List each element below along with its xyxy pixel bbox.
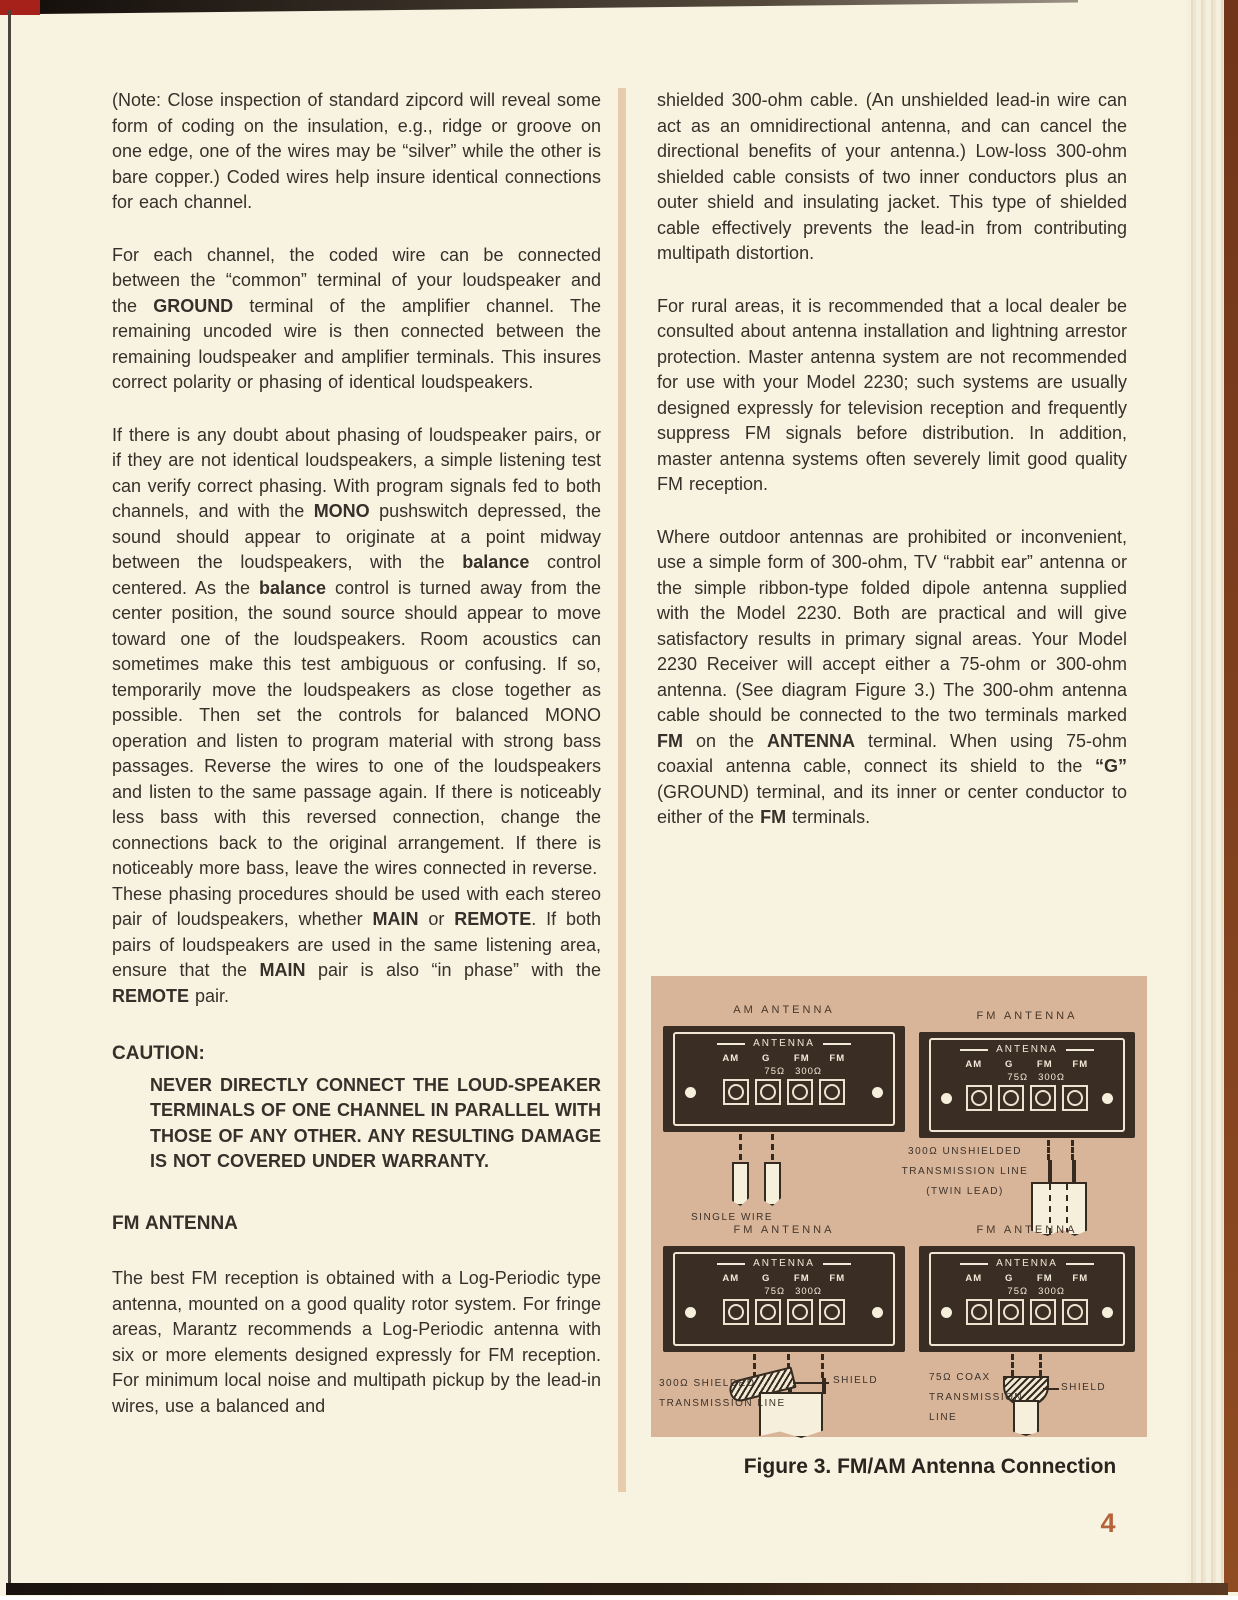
right-page-edges — [1186, 0, 1226, 1592]
shield-leader-line — [1043, 1388, 1059, 1390]
column-divider — [618, 88, 626, 1492]
figure-caption: Figure 3. FM/AM Antenna Connection — [743, 1455, 1117, 1478]
caution-body: NEVER DIRECTLY CONNECT THE LOUD-SPEAKER TERMINALS OF ONE CHANNEL IN PARALLEL WITH THOSE OF ANY OTHER. ANY RESULTING DAMAGE IS NOT COVERED UNDER WARRANTY. — [150, 1074, 601, 1171]
paragraph-phasing-procedures: These phasing procedures should be used with each stereo pair of loudspeakers, whether MAIN or REMOTE. If both pairs of loudspeakers are used in the same listening area, ensure that the MAIN pair is also “in phase” with the REMOTE pair. — [112, 883, 601, 1006]
lead-wire — [1072, 1160, 1076, 1184]
fm-antenna-heading: FM ANTENNA — [112, 1212, 238, 1234]
lead-wire — [1048, 1160, 1052, 1184]
terminal-squares — [966, 1085, 1088, 1111]
paragraph-note-zipcord: (Note: Close inspection of standard zipcord will reveal some form of coding on the insulation, e.g., ridge or groove on one edge, one of the wires may be “silver” while the other is bare copper.) Coded wires help insure identical connections for each channel. — [112, 90, 601, 212]
single-wire — [764, 1162, 781, 1206]
paragraph-fm-reception: The best FM reception is obtained with a Log-Periodic type antenna, mounted on a good quality rotor system. For fringe areas, Marantz recommends a Log-Periodic antenna with six or more elements designed expressly for FM reception. For minimum local noise and multipath pickup by the lead-in wires, use a balanced and — [112, 1268, 601, 1416]
wire-dash — [1071, 1140, 1074, 1160]
terminal-squares — [723, 1299, 845, 1325]
right-spine-edge — [1224, 0, 1238, 1592]
impedance-labels: 75Ω 300Ω — [1007, 1072, 1066, 1083]
twin-lead-label: 300Ω UNSHIELDED TRANSMISSION LINE (TWIN LEAD) — [901, 1146, 1029, 1197]
page-number: 4 — [1100, 1508, 1116, 1538]
antenna-strip-label: ANTENNA — [663, 1258, 905, 1269]
wire-dash — [1047, 1140, 1050, 1160]
panel-title-fm: FM ANTENNA — [976, 1224, 1078, 1236]
impedance-labels: 75Ω 300Ω — [1007, 1286, 1066, 1297]
antenna-terminal-panel — [919, 1032, 1135, 1138]
paragraph-coded-wire: For each channel, the coded wire can be connected between the “common” terminal of your loudspeaker and the GROUND terminal of the amplifier channel. The remaining uncoded wire is then connected between the remaining loudspeaker and amplifier terminals. This insures correct polarity or phasing of identical loudspeakers. — [112, 244, 601, 392]
screw-dot — [872, 1307, 883, 1318]
caution-section — [112, 1041, 601, 1175]
paragraph-rural-areas: For rural areas, it is recommended that a local dealer be consulted about antenna installation and lightning arrestor protection. Master antenna system are not recommended for use with your Model 2230; such systems are usually designed expressly for television reception and frequently suppress FM signals before distribution. In addition, master antenna systems often severely limit good quality FM reception. — [657, 295, 1127, 494]
impedance-labels: 75Ω 300Ω — [764, 1286, 823, 1297]
lead-wire — [822, 1378, 826, 1394]
single-wire — [732, 1162, 749, 1206]
impedance-labels: 75Ω 300Ω — [764, 1066, 823, 1077]
terminal-labels: AM G FM FM — [965, 1273, 1089, 1284]
screw-dot — [941, 1093, 952, 1104]
antenna-strip-label: ANTENNA — [919, 1258, 1135, 1269]
wire-dash — [739, 1134, 742, 1160]
shielded-line-label: 300Ω SHIELDED TRANSMISSION LINE — [659, 1378, 786, 1409]
screw-dot — [1102, 1093, 1113, 1104]
antenna-strip-label: ANTENNA — [663, 1038, 905, 1049]
shield-label: SHIELD — [833, 1375, 879, 1386]
left-column — [112, 88, 601, 1446]
panel-title-fm: FM ANTENNA — [733, 1224, 835, 1236]
figure-3-antenna-connection — [651, 976, 1147, 1437]
terminal-squares — [723, 1079, 845, 1105]
wire-dash — [771, 1134, 774, 1160]
screw-dot — [685, 1307, 696, 1318]
terminal-labels: AM G FM FM — [722, 1053, 846, 1064]
screw-dot — [1102, 1307, 1113, 1318]
screw-dot — [685, 1087, 696, 1098]
red-bookmark-tab — [0, 0, 40, 15]
antenna-strip-label: ANTENNA — [919, 1044, 1135, 1055]
top-edge-shadow — [38, 0, 1078, 14]
shield-leader-line — [793, 1382, 829, 1384]
screw-dot — [941, 1307, 952, 1318]
single-wire-label: SINGLE WIRE — [691, 1212, 774, 1223]
shield-label: SHIELD — [1061, 1382, 1107, 1393]
paragraph-outdoor-antennas: Where outdoor antennas are prohibited or inconvenient, use a simple form of 300-ohm, TV “rabbit ear” antenna or the simple ribbon-type folded dipole antenna supplied with the Model 2230. Both are practical and will give satisfactory results in primary signal areas. Your Model 2230 Receiver will accept either a 75-ohm or 300-ohm antenna. (See diagram Figure 3.) The 300-ohm antenna cable should be connected to the two terminals marked FM on the ANTENNA terminal. When using 75-ohm coaxial antenna cable, connect its shield to the “G” (GROUND) terminal, and its inner or center conductor to either of the FM terminals. — [657, 526, 1128, 827]
wire-dash — [821, 1354, 824, 1378]
coax-line-label: 75Ω COAX TRANSMISSION LINE — [929, 1372, 1024, 1423]
caution-heading: CAUTION: — [112, 1043, 205, 1064]
panel-title-fm: FM ANTENNA — [976, 1010, 1078, 1022]
bottom-edge-shadow — [6, 1583, 1228, 1595]
paragraph-shielded-cable: shielded 300-ohm cable. (An unshielded lead-in wire can act as an omnidirectional antenna, and can cancel the directional benefits of your antenna.) Low-loss 300-ohm shielded cable consists of two inner conductors plus an outer shield and insulating jacket. This type of shielded cable effectively prevents the lead-in from contributing multipath distortion. — [657, 90, 1127, 263]
antenna-terminal-panel — [663, 1026, 905, 1132]
terminal-labels: AM G FM FM — [722, 1273, 846, 1284]
wire-dash — [1039, 1354, 1042, 1376]
screw-dot — [872, 1087, 883, 1098]
antenna-terminal-panel — [663, 1246, 905, 1352]
antenna-terminal-panel — [919, 1246, 1135, 1352]
right-column — [657, 88, 1127, 858]
terminal-squares — [966, 1299, 1088, 1325]
terminal-labels: AM G FM FM — [965, 1059, 1089, 1070]
left-edge-line — [8, 10, 11, 1584]
panel-title-am: AM ANTENNA — [733, 1004, 835, 1016]
paragraph-phasing-test: If there is any doubt about phasing of loudspeaker pairs, or if they are not identical loudspeakers, a simple listening test can verify correct phasing. With program signals fed to both channels, and with the MONO pushswitch depressed, the sound should appear to originate at a point midway between the loudspeakers, with the balance control centered. As the balance control is turned away from the center position, the sound source should appear to move toward one of the loudspeakers. Room acoustics can sometimes make this test ambiguous or confusing. If so, temporarily move the loudspeakers as close together as possible. Then set the controls for balanced MONO operation and listen to program material with strong bass passages. Reverse the wires to one of the loudspeakers and listen to the same passage again. If there is noticeably less bass with this reversed connection, change the connections back to the original arrangement. If there is noticeably more bass, leave the wires connected in reverse. — [112, 424, 601, 878]
